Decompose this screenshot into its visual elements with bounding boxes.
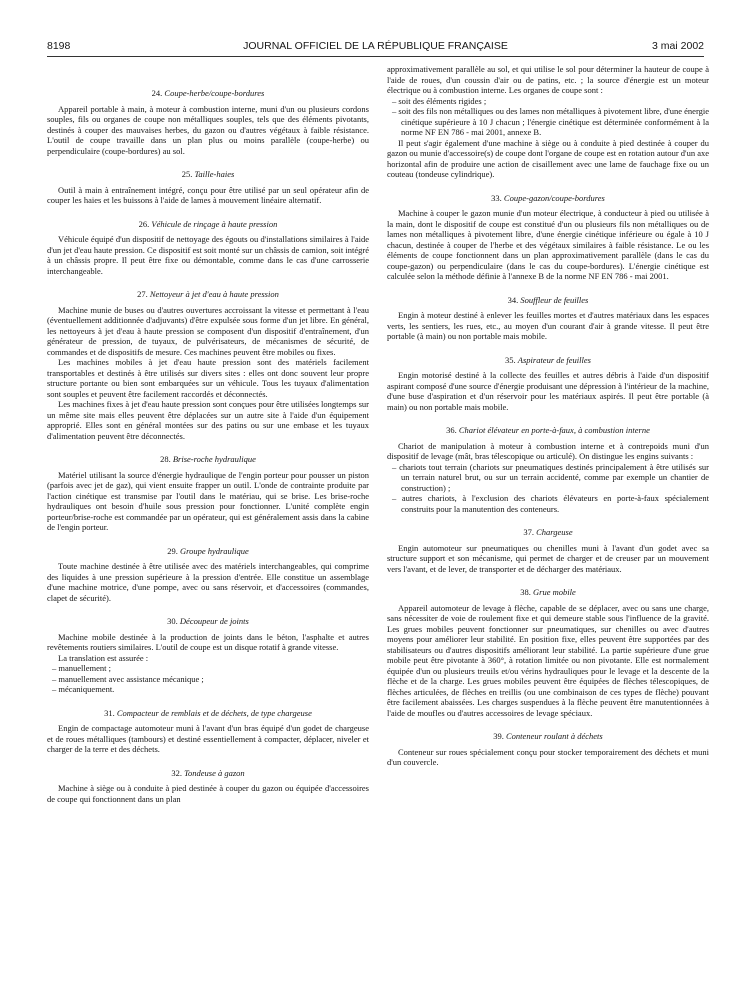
paragraph: Machine à siège ou à conduite à pied destinée à couper du gazon ou équipée d'accessoires de coupe qui fonctionnent dans un plan <box>47 783 369 804</box>
section-heading: 33. Coupe-gazon/coupe-bordures <box>491 192 605 203</box>
section-heading: 34. Souffleur de feuilles <box>507 294 589 305</box>
section-28 <box>47 454 369 533</box>
forklift-types-list <box>387 462 709 515</box>
list-item: – manuellement avec assistance mécanique ; <box>52 673 204 684</box>
section-heading: 35. Aspirateur de feuilles <box>505 354 591 365</box>
section-32-continued <box>387 64 709 180</box>
paragraph: Engin de compactage automoteur muni à l'avant d'un bras équipé d'un godet de chargeuse et de roues métalliques (tambours) et destiné essentiellement à compacter, déplacer, niveler et charger de la terre et des déchets. <box>47 723 369 754</box>
list-item: – manuellement ; <box>52 663 112 673</box>
paragraph: Appareil portable à main, à moteur à combustion interne, muni d'un ou plusieurs cordons souples, fils ou organes de coupe non métalliques souples, tels que des éléments pivotants, destinés à couper des mauvaises herbes, du gazon ou d'autres végétaux à faible résistance. L'outil de coupe travaille dans un plan plus ou moins parallèle (coupe-herbe) ou perpendiculaire (coupe-bordures) au sol. <box>47 103 369 156</box>
journal-title: JOURNAL OFFICIEL DE LA RÉPUBLIQUE FRANÇAISE <box>243 40 508 52</box>
page-number: 8198 <box>47 40 71 52</box>
section-39 <box>387 731 709 768</box>
translation-list <box>47 663 369 695</box>
paragraph: Machine à couper le gazon munie d'un moteur électrique, à conducteur à pied ou utilisée à la main, dont le dispositif de coupe est constitué d'un ou plusieurs fils non métalliques ou de lames non métalliques à pivotement libre, d'une énergie cinétique inférieure ou égale à 10 J chacun, destinée à couper de l'herbe et des végétaux similaires à faible résistance. Le ou les éléments de coupe fonctionnent dans un plan approximativement parallèle (dans le cas du coupe-gazon) ou perpendiculaire (dans le cas du coupe-bordures). L'énergie cinétique est calculée selon la méthode définie à l'annexe B de la norme NF EN 786 - mai 2001. <box>387 208 709 281</box>
list-item: – autres chariots, à l'exclusion des chariots élévateurs en porte-à-faux spécialement construits pour la manutention des conteneurs. <box>392 493 709 514</box>
paragraph: Chariot de manipulation à moteur à combustion interne et à contrepoids muni d'un dispositif de levage (mât, bras télescopique ou articulé). On distingue les engins suivants : <box>387 440 709 461</box>
section-heading: 26. Véhicule de rinçage à haute pression <box>138 218 278 229</box>
paragraph: Machine munie de buses ou d'autres ouvertures accroissant la vitesse et permettant à l'eau (éventuellement additionnée d'adjuvants) d'être expulsée sous forme d'un jet libre. En général, les nettoyeurs à jet d'eau à haute pression se composent d'un dispositif d'entraînement, d'un générateur de pression, de tuyaux, de pulvérisateurs, de mécanismes de sécurité, de commandes et de dispositifs de mesure. Ces machines peuvent être mobiles ou fixes. <box>47 304 369 357</box>
list-item: – mécaniquement. <box>52 684 115 694</box>
section-24 <box>47 88 369 156</box>
section-25 <box>47 169 369 206</box>
section-27 <box>47 289 369 441</box>
left-column <box>47 88 369 817</box>
section-36 <box>387 425 709 514</box>
section-heading: 36. Chariot élévateur en porte-à-faux, à combustion interne <box>446 425 650 435</box>
list-item: – chariots tout terrain (chariots sur pneumatiques destinés principalement à être utilisés sur un terrain naturel brut, ou sur un terrain accidenté, comme par exemple un chantier de construction) ; <box>392 461 709 493</box>
section-29 <box>47 546 369 604</box>
paragraph: Machine mobile destinée à la production de joints dans le béton, l'asphalte et autres revêtements routiers similaires. L'outil de coupe est un disque rotatif à grande vitesse. <box>47 631 369 652</box>
paragraph: Conteneur sur roues spécialement conçu pour stocker temporairement des déchets et muni d'un couvercle. <box>387 746 709 767</box>
header-rule <box>47 56 704 57</box>
section-heading: 38. Grue mobile <box>520 587 576 597</box>
section-34 <box>387 295 709 342</box>
paragraph: approximativement parallèle au sol, et qui utilise le sol pour déterminer la hauteur de coupe à l'aide de roues, d'un coussin d'air ou de patins, etc. ; la source d'énergie est un moteur électrique ou à combustion interne. Les organes de coupe sont : <box>387 64 709 95</box>
paragraph: Les machines fixes à jet d'eau haute pression sont conçues pour être utilisées longtemps sur un même site mais elles peuvent être déplacées sur un autre site à l'aide d'un équipement approprié. Elles sont en général montées sur des patins ou sur une embase et les tuyaux d'alimentation peuvent être déconnectés. <box>47 399 369 441</box>
section-heading: 29. Groupe hydraulique <box>167 545 249 556</box>
page-header <box>47 40 704 56</box>
list-item: – soit des fils non métalliques ou des lames non métalliques à pivotement libre, d'une énergie cinétique supérieure à 10 J chacun ; l'énergie cinétique est déterminée conformément à la norme NF EN 786 - mai 2001, annexe B. <box>392 106 709 137</box>
section-heading: 31. Compacteur de remblais et de déchets, de type chargeuse <box>104 707 312 718</box>
paragraph: La translation est assurée : <box>58 652 149 663</box>
paragraph: Engin motorisé destiné à la collecte des feuilles et autres débris à l'aide d'un dispositif aspirant composé d'une source d'énergie produisant une dépression à l'intérieur de la machine, d'une buse d'aspiration et d'un réservoir pour les matériaux aspirés. Il peut être portable (à main) ou non portable mais mobile. <box>387 370 709 412</box>
section-30 <box>47 616 369 695</box>
section-33 <box>387 193 709 282</box>
paragraph: Engin à moteur destiné à enlever les feuilles mortes et d'autres matériaux dans les espaces verts, les sentiers, les rues, etc., au moyen d'un courant d'air à grande vitesse. Il peut être portable (à main) ou non portable mais mobile. <box>387 310 709 341</box>
section-heading: 39. Conteneur roulant à déchets <box>493 731 603 741</box>
section-heading: 28. Brise-roche hydraulique <box>160 454 256 464</box>
paragraph: Il peut s'agir également d'une machine à siège ou à conduite à pied destinée à couper du gazon ou munie d'accessoire(s) de coupe dont l'organe de coupe est en rotation autour d'un axe horizontal afin de produire une action de cisaillement avec une lame de fauchage fixe ou un couteau (tondeuse cylindrique). <box>387 137 709 179</box>
section-heading: 27. Nettoyeur à jet d'eau à haute pression <box>137 289 279 299</box>
section-heading: 30. Découpeur de joints <box>167 616 249 626</box>
section-31 <box>47 708 369 755</box>
paragraph: Véhicule équipé d'un dispositif de nettoyage des égouts ou d'installations similaires à l'aide d'un jet d'eau haute pression. Ce dispositif est soit monté sur un châssis de camion, soit intégré à un châssis propre. Il peut être fixe ou démontable, comme dans le cas d'une carrosserie interchangeable. <box>47 234 369 276</box>
cutting-organs-list <box>387 96 709 138</box>
section-37 <box>387 527 709 574</box>
section-heading: 25. Taille-haies <box>181 169 235 179</box>
section-38 <box>387 587 709 718</box>
section-heading: 37. Chargeuse <box>523 527 573 537</box>
section-26 <box>47 219 369 277</box>
section-35 <box>387 355 709 413</box>
section-heading: 24. Coupe-herbe/coupe-bordures <box>151 88 265 98</box>
paragraph: Engin automoteur sur pneumatiques ou chenilles muni à l'avant d'un godet avec sa structure support et son mécanisme, qui permet de charger et de creuser par un mouvement vers l'avant, et de lever, de transporter et de décharger des matériaux. <box>387 542 709 574</box>
section-heading: 32. Tondeuse à gazon <box>171 767 245 778</box>
publication-date: 3 mai 2002 <box>652 40 704 52</box>
section-32 <box>47 768 369 805</box>
paragraph: Appareil automoteur de levage à flèche, capable de se déplacer, avec ou sans une charge, sans nécessiter de voie de roulement fixe et qui demeure stable sous l'influence de la gravité. Les grues mobiles peuvent fonctionner sur pneumatiques, sur chenilles ou avec d'autres moyens pour améliorer leur stabilité. En position fixe, elles peuvent être supportées par des stabilisateurs ou d'autres dispositifs améliorant leur stabilité. La partie supérieure d'une grue mobile peut être pivotante à 360°, à rotation limitée ou non pivotante. Elle est normalement équipée d'un ou plusieurs treuils et/ou vérins hydrauliques pour le levage et la descente de la flèche et de la charge. Les grues mobiles peuvent être équipées de flèches télescopiques, de flèches articulées, de flèches en treillis (ou une combinaison de ces types de flèche) pouvant être facilement abaissées. Les charges suspendues à la flèche peuvent être manutentionnées à l'aide de moufles ou d'autres accessoires de levage spéciaux. <box>387 602 709 718</box>
paragraph: Toute machine destinée à être utilisée avec des matériels interchangeables, qui comprime des liquides à une pression supérieure à la pression d'entrée. Elle constitue un assemblage d'une machine motrice, d'une pompe, avec ou sans réservoir, et d'accessoires (commandes, clapet de sécurité). <box>47 561 369 603</box>
paragraph: Outil à main à entraînement intégré, conçu pour être utilisé par un seul opérateur afin de couper les haies et les buissons à l'aide de lames à mouvement linéaire alternatif. <box>47 184 369 205</box>
paragraph: Les machines mobiles à jet d'eau haute pression sont des matériels facilement transportables et destinés à être utilisés sur divers sites : elles ont donc souvent leur propre structure portante ou bien sont embarquées sur un véhicule. Tous les tuyaux d'alimentation sont souples et peuvent être facilement raccordés et déconnectés. <box>47 357 369 399</box>
list-item: – soit des éléments rigides ; <box>392 95 487 106</box>
right-column <box>387 64 709 781</box>
paragraph: Matériel utilisant la source d'énergie hydraulique de l'engin porteur pour pousser un piston (parfois avec jet de gaz), qui vient ensuite frapper un outil. L'onde de contrainte produite par l'action cinétique est transmise par l'outil dans le matériau, qui se brise. Les brise-roche hydrauliques ont besoin d'huile sous pression pour fonctionner. L'unité complète engin porteur/brise-roche est commandée par un opérateur, qui est généralement assis dans la cabine de l'engin porteur. <box>47 469 369 532</box>
